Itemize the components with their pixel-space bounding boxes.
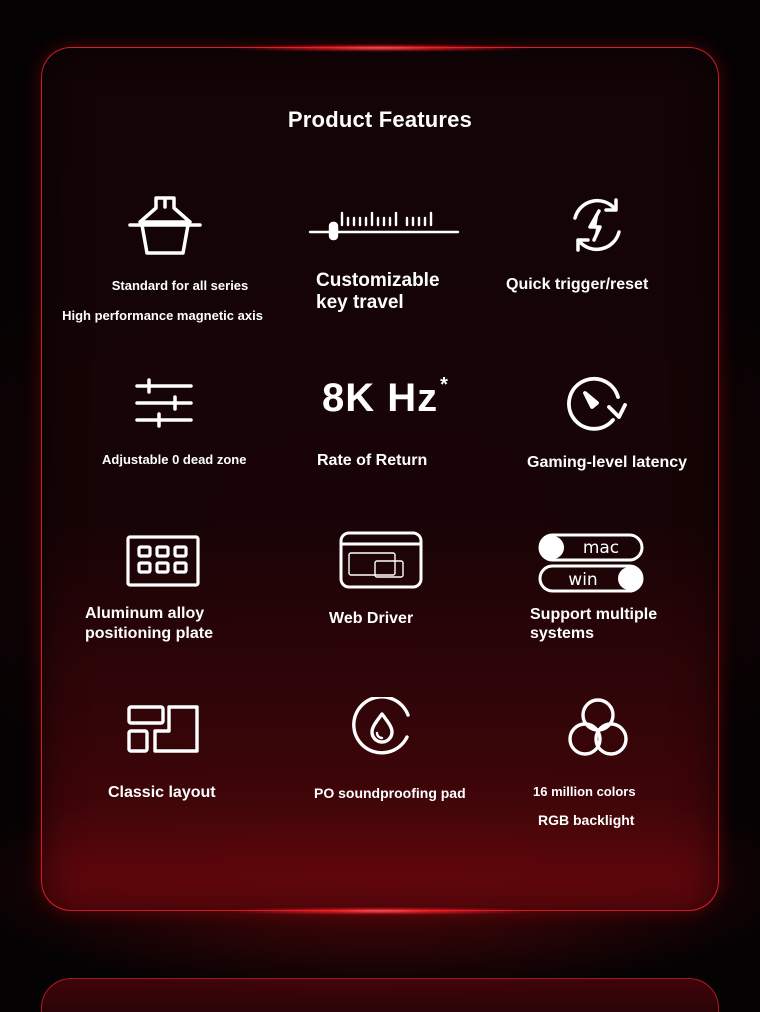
os-toggle-icon (538, 533, 644, 593)
feature-label-7a: Aluminum alloy (85, 605, 205, 622)
page-title: Product Features (287, 107, 473, 132)
feature-label-12b: RGB backlight (538, 812, 635, 828)
soundproofing-pad-icon (350, 697, 416, 759)
feature-label-4: Adjustable 0 dead zone (102, 452, 247, 467)
feature-label-2b: key travel (316, 292, 404, 313)
feature-label-10: Classic layout (108, 784, 216, 801)
feature-label-8: Web Driver (329, 610, 414, 627)
classic-layout-icon (127, 705, 199, 753)
feature-label-7b: positioning plate (85, 625, 213, 642)
feature-label-9b: systems (530, 625, 595, 642)
magnetic-switch-icon (128, 195, 202, 259)
card-top-glow (230, 45, 530, 51)
feature-label-3: Quick trigger/reset (506, 276, 649, 293)
adjustable-sliders-icon (135, 378, 193, 428)
feature-label-2a: Customizable (316, 270, 440, 291)
feature-label-1b: High performance magnetic axis (62, 308, 263, 323)
key-travel-slider-icon (308, 205, 460, 243)
web-driver-icon (339, 531, 423, 589)
feature-label-5: Rate of Return (317, 452, 428, 469)
quick-trigger-icon (566, 194, 628, 256)
feature-label-6: Gaming-level latency (527, 454, 688, 471)
features-card (41, 47, 719, 911)
polling-rate-value: 8K Hz * (322, 373, 449, 420)
card-bottom-glow (230, 908, 530, 914)
os-toggle-mac: mac (582, 538, 620, 558)
positioning-plate-icon (126, 535, 200, 587)
next-card-edge (41, 978, 719, 1012)
feature-label-1a: Standard for all series (111, 278, 249, 293)
latency-gauge-icon (565, 375, 627, 431)
feature-label-11: PO soundproofing pad (314, 785, 466, 801)
rgb-backlight-icon (566, 697, 630, 759)
feature-label-12a: 16 million colors (533, 784, 636, 799)
os-toggle-win: win (568, 570, 598, 590)
feature-label-9a: Support multiple (530, 606, 658, 623)
